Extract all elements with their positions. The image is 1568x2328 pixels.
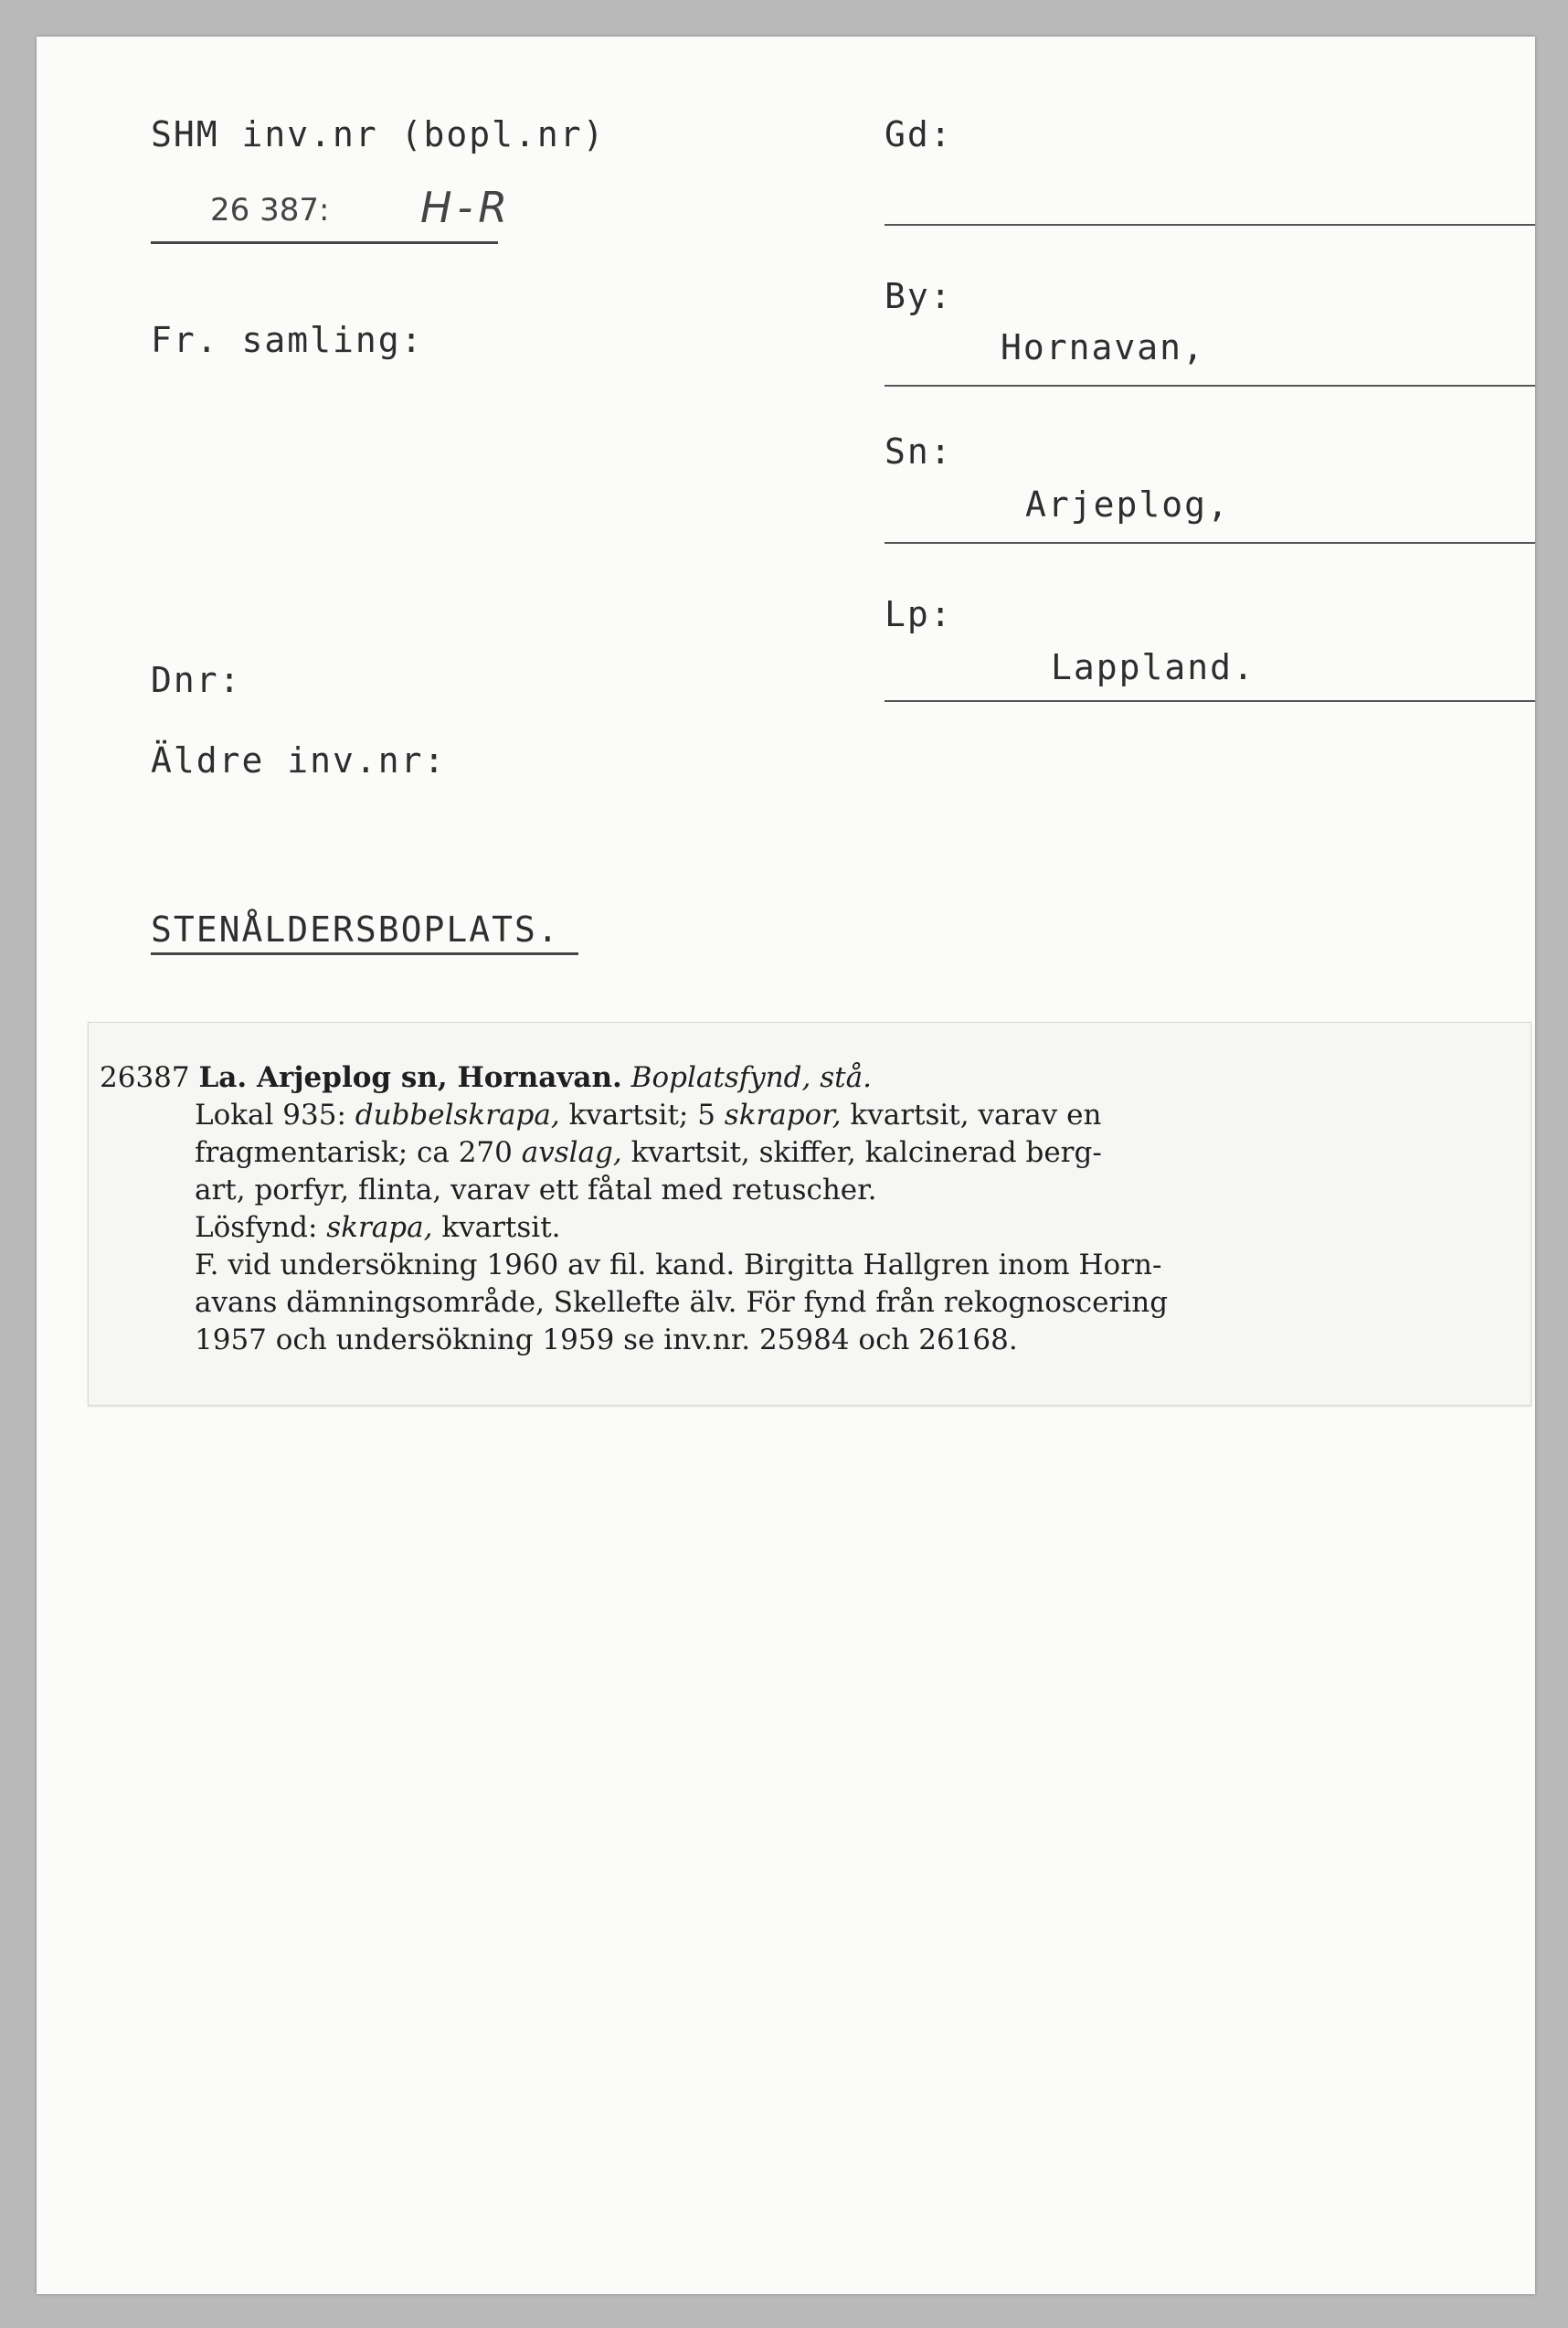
entry-line-7: avans dämningsområde, Skellefte älv. För fynd från rekognoscering — [195, 1286, 1169, 1319]
pasted-catalog-entry — [88, 1022, 1531, 1406]
heading-underline — [151, 952, 578, 955]
entry-number: 26387 — [100, 1061, 190, 1094]
lp-line — [885, 700, 1535, 702]
catalog-entry-text — [100, 1059, 1512, 1359]
entry-line-2: Lokal 935: dubbelskrapa, kvartsit; 5 skrapor, kvartsit, varav en — [195, 1099, 1102, 1132]
entry-line-3: fragmentarisk; ca 270 avslag, kvartsit, skiffer, kalcinerad berg- — [195, 1136, 1102, 1169]
site-type-heading: STENÅLDERSBOPLATS. — [151, 909, 560, 950]
entry-line-5: Lösfynd: skrapa, kvartsit. — [195, 1211, 561, 1244]
gd-label: Gd: — [885, 114, 953, 154]
entry-location: La. Arjeplog sn, Hornavan. — [198, 1061, 622, 1094]
by-value: Hornavan, — [1001, 327, 1205, 367]
sn-line — [885, 542, 1535, 544]
entry-line-8: 1957 och undersökning 1959 se inv.nr. 25984 och 26168. — [195, 1323, 1018, 1356]
fr-samling-label: Fr. samling: — [151, 320, 424, 360]
entry-line-1 — [100, 1059, 1512, 1097]
inv-suffix-handwritten: H-R — [420, 183, 514, 232]
entry-find-type: Boplatsfynd, stå. — [630, 1061, 872, 1094]
by-line — [885, 385, 1535, 387]
entry-line-4: art, porfyr, flinta, varav ett fåtal med retuscher. — [195, 1174, 877, 1207]
inv-number: 26 387: — [210, 192, 330, 229]
lp-label: Lp: — [885, 594, 953, 634]
entry-line-6: F. vid undersökning 1960 av fil. kand. Birgitta Hallgren inom Horn- — [195, 1249, 1162, 1281]
shm-inv-label: SHM inv.nr (bopl.nr) — [151, 114, 606, 154]
sn-label: Sn: — [885, 431, 953, 472]
aldre-inv-label: Äldre inv.nr: — [151, 740, 447, 781]
by-label: By: — [885, 276, 953, 316]
sn-value: Arjeplog, — [1025, 484, 1230, 525]
catalog-card — [37, 37, 1535, 2294]
lp-value: Lappland. — [1051, 647, 1255, 687]
gd-line — [885, 224, 1535, 226]
inv-number-underline — [151, 241, 498, 244]
dnr-label: Dnr: — [151, 660, 242, 700]
